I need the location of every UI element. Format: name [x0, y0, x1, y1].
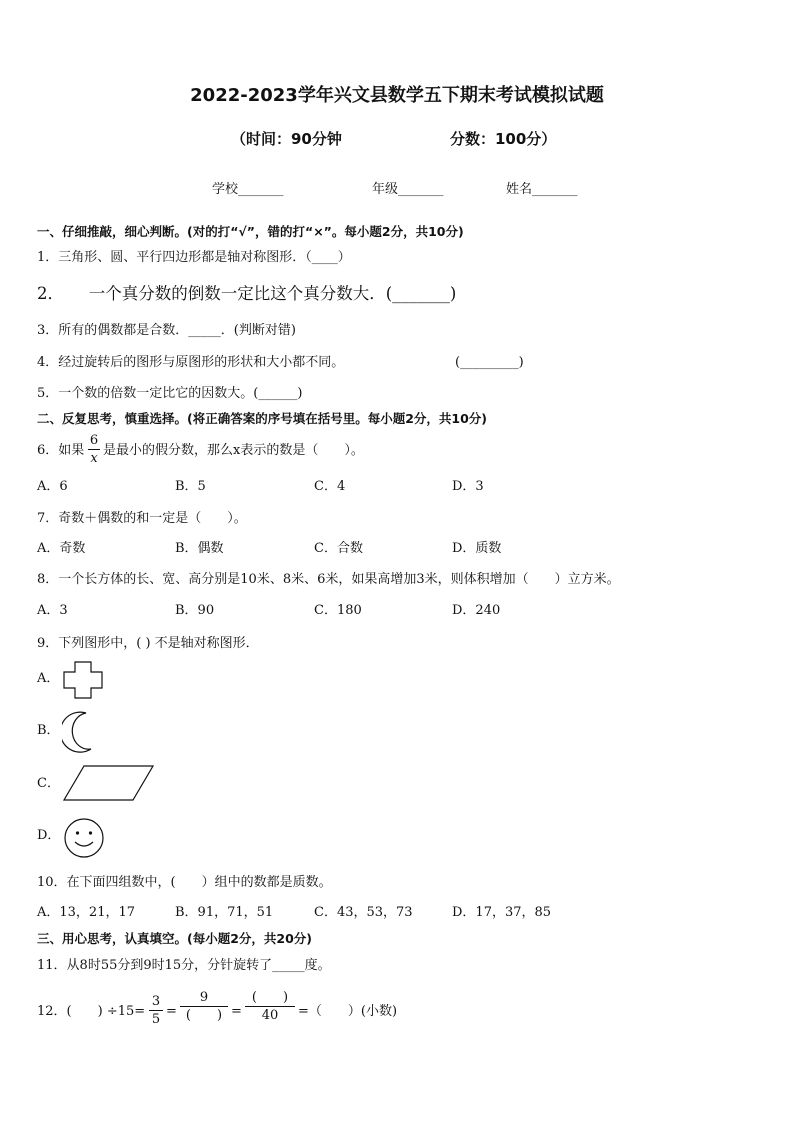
q9-option-b[interactable]: B．	[37, 723, 60, 738]
smiley-face-icon	[63, 817, 105, 859]
q9-option-c[interactable]: C．	[37, 776, 60, 791]
q6-option-a[interactable]: A．6	[37, 479, 68, 494]
question-5: 5．一个数的倍数一定比它的因数大。(______)	[37, 386, 303, 401]
grade-field: 年级_______	[372, 182, 444, 197]
question-10: 10．在下面四组数中，( ）组中的数都是质数。	[37, 875, 332, 890]
question-6-fraction	[88, 433, 100, 466]
fraction-numerator: 6	[89, 433, 99, 448]
q9-option-d[interactable]: D．	[37, 828, 61, 843]
fraction-denominator: 5	[151, 1012, 161, 1027]
exam-score: 分数：100分）	[450, 130, 557, 148]
q10-option-a[interactable]: A．13，21，17	[37, 905, 136, 920]
q7-option-c[interactable]: C．合数	[314, 541, 363, 556]
fraction-bar	[180, 1006, 228, 1007]
parallelogram-icon	[62, 764, 156, 802]
q8-option-d[interactable]: D．240	[452, 603, 501, 618]
q10-option-b[interactable]: B．91，71，51	[175, 905, 274, 920]
section3-heading: 三、用心思考，认真填空。(每小题2分，共20分)	[37, 931, 313, 946]
q12-fraction-1	[149, 994, 163, 1027]
fraction-bar	[149, 1010, 163, 1011]
q12-tail: =（ ）(小数)	[298, 1004, 398, 1019]
exam-time: （时间：90分钟	[231, 130, 342, 148]
q10-option-d[interactable]: D．17，37，85	[452, 905, 552, 920]
question-4-blank: (_________)	[455, 355, 524, 370]
school-field: 学校_______	[212, 182, 284, 197]
q12-equals-2: =	[231, 1004, 242, 1019]
question-11: 11．从8时55分到9时15分，分针旋转了_____度。	[37, 958, 331, 973]
q8-option-b[interactable]: B．90	[175, 603, 215, 618]
cross-shape-icon	[62, 661, 104, 699]
question-12-prefix: 12．( ) ÷15=	[37, 1004, 146, 1019]
q7-option-a[interactable]: A．奇数	[37, 541, 86, 556]
fraction-denominator: x	[90, 451, 98, 466]
q7-option-d[interactable]: D．质数	[452, 541, 502, 556]
question-6-text: 是最小的假分数，那么x表示的数是（ ）。	[103, 443, 364, 458]
fraction-bar	[245, 1006, 295, 1007]
q12-fraction-2	[180, 990, 228, 1023]
fraction-numerator: 9	[199, 990, 209, 1005]
name-field: 姓名_______	[506, 182, 578, 197]
question-3: 3．所有的偶数都是合数．_____．(判断对错)	[37, 323, 296, 338]
fraction-denominator: 40	[261, 1008, 279, 1023]
question-6-prefix: 6．如果	[37, 443, 85, 458]
fraction-numerator: 3	[151, 994, 161, 1009]
q12-fraction-3	[245, 990, 295, 1023]
question-2: 2． 一个真分数的倒数一定比这个真分数大．(_______)	[37, 284, 457, 303]
crescent-moon-icon	[62, 711, 94, 753]
page-title: 2022-2023学年兴文县数学五下期末考试模拟试题	[190, 85, 604, 106]
fraction-numerator: ( )	[251, 990, 289, 1005]
section2-heading: 二、反复思考，慎重选择。(将正确答案的序号填在括号里。每小题2分，共10分)	[37, 411, 488, 426]
question-1: 1．三角形、圆、平行四边形都是轴对称图形．（____）	[37, 250, 351, 265]
fraction-bar	[88, 449, 100, 450]
question-4: 4．经过旋转后的图形与原图形的形状和大小都不同。	[37, 355, 345, 370]
q7-option-b[interactable]: B．偶数	[175, 541, 224, 556]
fraction-denominator: ( )	[185, 1008, 223, 1023]
q8-option-c[interactable]: C．180	[314, 603, 362, 618]
q10-option-c[interactable]: C．43，53，73	[314, 905, 413, 920]
section1-heading: 一、仔细推敲，细心判断。(对的打“√”，错的打“×”。每小题2分，共10分)	[37, 224, 464, 239]
q8-option-a[interactable]: A．3	[37, 603, 68, 618]
q12-equals-1: =	[166, 1004, 177, 1019]
question-7: 7．奇数＋偶数的和一定是（ ）。	[37, 511, 247, 526]
q6-option-c[interactable]: C．4	[314, 479, 346, 494]
q6-option-d[interactable]: D．3	[452, 479, 484, 494]
q6-option-b[interactable]: B．5	[175, 479, 206, 494]
question-9: 9．下列图形中，( ) 不是轴对称图形．	[37, 636, 259, 651]
question-8: 8．一个长方体的长、宽、高分别是10米、8米、6米，如果高增加3米，则体积增加（ ）立方米。	[37, 572, 620, 587]
q9-option-a[interactable]: A．	[37, 671, 60, 686]
